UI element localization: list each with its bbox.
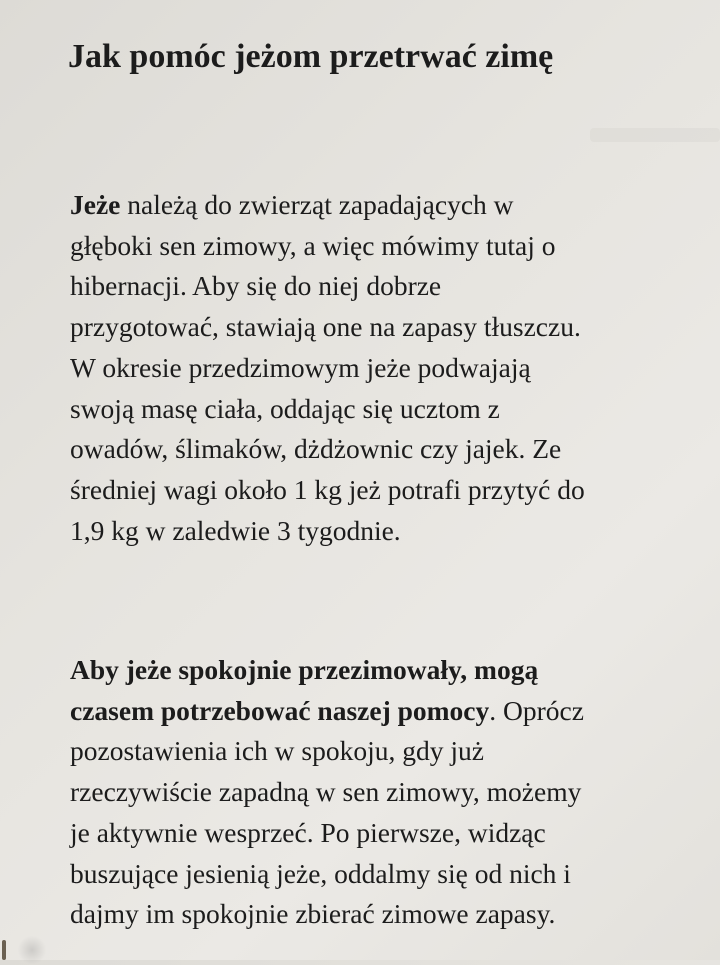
line-text: średniej wagi około 1 kg jeż potrafi przytyć do bbox=[70, 473, 585, 505]
text-line bbox=[70, 511, 585, 552]
text-line bbox=[70, 429, 585, 470]
text-line bbox=[70, 389, 585, 430]
text-line bbox=[70, 650, 584, 691]
text-line bbox=[70, 894, 584, 935]
text-line bbox=[70, 307, 585, 348]
line-text: . Oprócz bbox=[489, 694, 584, 726]
text-line bbox=[70, 348, 585, 389]
text-line bbox=[70, 226, 585, 267]
line-text: 1,9 kg w zaledwie 3 tygodnie. bbox=[70, 514, 401, 546]
paragraph-help bbox=[70, 650, 584, 935]
bleed-through-text bbox=[590, 128, 720, 142]
line-text: W okresie przedzimowym jeże podwajają bbox=[70, 351, 531, 383]
line-text: owadów, ślimaków, dżdżownic czy jajek. Ze bbox=[70, 433, 562, 465]
text-line bbox=[70, 731, 584, 772]
pin-mark bbox=[2, 940, 6, 960]
line-text: przygotować, stawiają one na zapasy tłuszczu. bbox=[70, 311, 581, 343]
text-line bbox=[70, 266, 585, 307]
line-text: należą do zwierząt zapadających w bbox=[120, 189, 514, 220]
line-text: dajmy im spokojnie zbierać zimowe zapasy. bbox=[70, 898, 556, 930]
line-text: hibernacji. Aby się do niej dobrze bbox=[70, 270, 442, 302]
text-line bbox=[70, 691, 584, 732]
shadow bbox=[18, 935, 46, 965]
text-line bbox=[70, 772, 584, 813]
line-text: je aktywnie wesprzeć. Po pierwsze, widząc bbox=[70, 816, 546, 848]
page-title: Jak pomóc jeżom przetrwać zimę bbox=[68, 38, 554, 75]
bold-lead: Jeże bbox=[70, 189, 121, 220]
text-line bbox=[70, 470, 585, 511]
bold-lead: czasem potrzebować naszej pomocy bbox=[70, 694, 490, 726]
bold-lead: Aby jeże spokojnie przezimowały, mogą bbox=[70, 654, 539, 685]
text-line bbox=[70, 813, 584, 854]
line-text: pozostawienia ich w spokoju, gdy już bbox=[70, 735, 484, 767]
line-text: swoją masę ciała, oddając się ucztom z bbox=[70, 392, 500, 424]
line-text: głęboki sen zimowy, a więc mówimy tutaj o bbox=[70, 229, 556, 261]
text-line bbox=[70, 854, 584, 895]
text-line bbox=[70, 185, 585, 226]
line-text: buszujące jesienią jeże, oddalmy się od nich i bbox=[70, 857, 571, 889]
line-text: rzeczywiście zapadną w sen zimowy, możemy bbox=[70, 776, 582, 808]
paragraph-hibernation bbox=[70, 185, 585, 551]
